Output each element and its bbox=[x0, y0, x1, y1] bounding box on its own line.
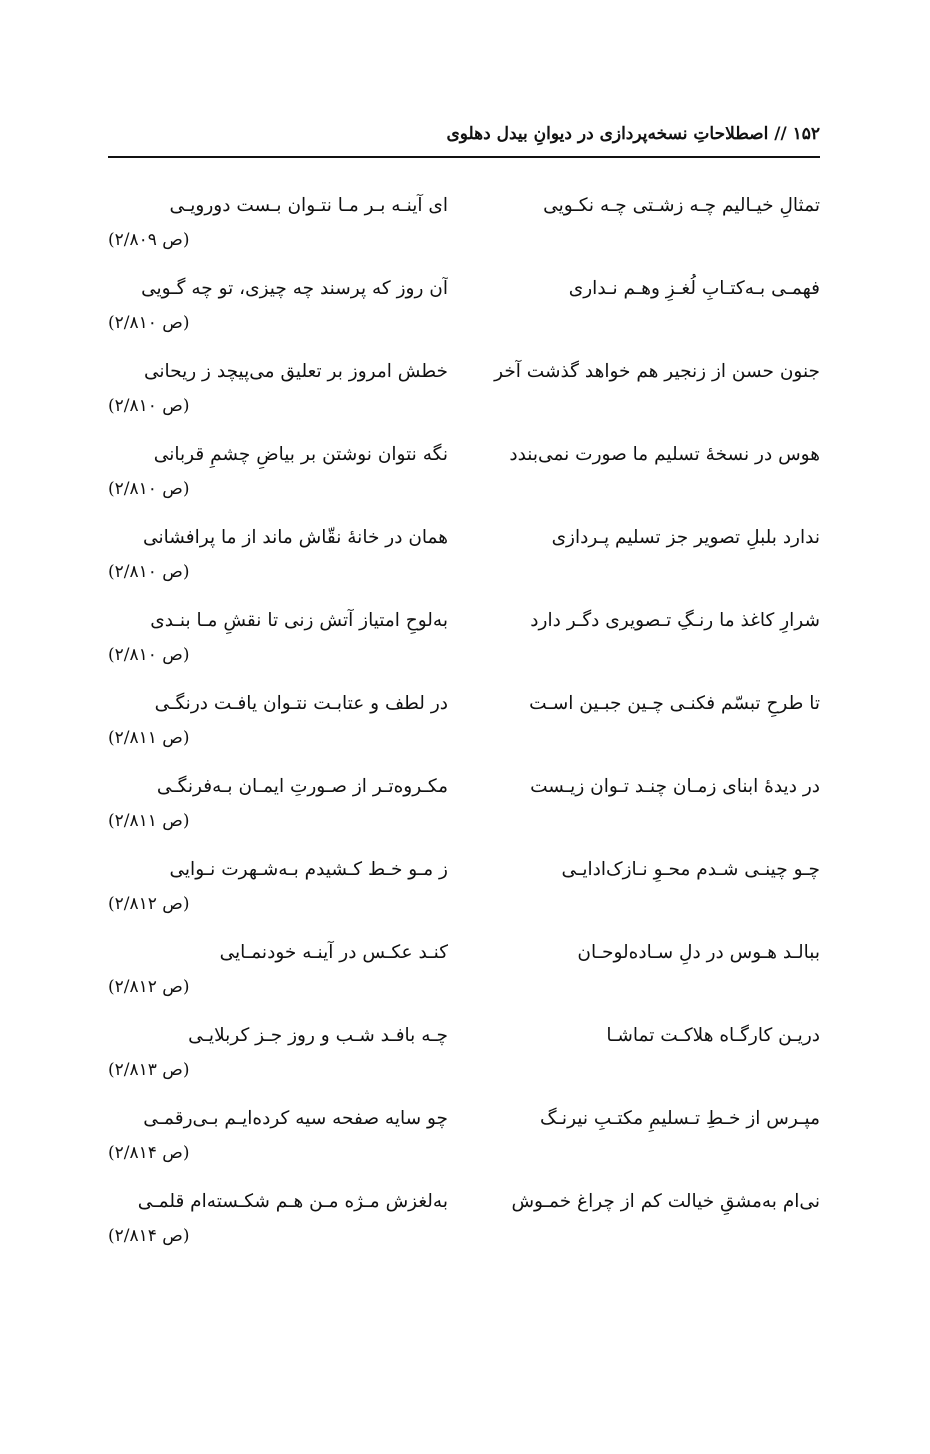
verse-entry bbox=[108, 437, 820, 520]
verse-entry bbox=[108, 603, 820, 686]
verse-second-hemistich: ای آینـه بـر مـا نتـوان بـست دورویـی bbox=[169, 195, 448, 216]
verse-first-hemistich: ندارد بلبلِ تصویر جز تسلیم پـردازی bbox=[551, 527, 820, 548]
verse-entry bbox=[108, 188, 820, 271]
verse-page-reference: (ص ۲/۸۱۳) bbox=[108, 1060, 190, 1080]
verse-second-hemistich: آن روز که پرسند چه چیزی، تو چه گـویی bbox=[141, 278, 448, 299]
verse-entry bbox=[108, 271, 820, 354]
verse-entry bbox=[108, 354, 820, 437]
page-header-title: ۱۵۲ // اصطلاحاتِ نسخه‌پردازی در دیوانِ بیدل دهلوی bbox=[446, 124, 820, 144]
verse-first-hemistich: نی‌ام به‌مشقِ خیالت کم از چراغ خمـوش bbox=[511, 1191, 820, 1212]
verse-second-hemistich: خطش امروز بر تعلیق می‌پیچد ز ریحانی bbox=[143, 361, 448, 382]
verse-first-hemistich: تمثالِ خیـالیم چـه زشـتی چـه نکـویی bbox=[543, 195, 820, 216]
verse-entry bbox=[108, 769, 820, 852]
verse-second-hemistich: به‌لوحِ امتیاز آتش زنی تا نقشِ مـا بنـدی bbox=[150, 610, 448, 631]
verse-entry bbox=[108, 1018, 820, 1101]
verse-second-hemistich: به‌لغزش مـژه مـن هـم شکـسته‌ام قلمـی bbox=[137, 1191, 448, 1212]
verse-page-reference: (ص ۲/۸۱۰) bbox=[108, 562, 190, 582]
verse-first-hemistich: تا طرحِ تبسّم فکنـی چـین جبـین اسـت bbox=[529, 693, 820, 714]
verse-first-hemistich: چـو چینـی شـدم محـوِ نـازک‌ادایـی bbox=[561, 859, 820, 880]
verse-entry bbox=[108, 852, 820, 935]
verse-entry bbox=[108, 1101, 820, 1184]
verse-first-hemistich: مپـرس از خـطِ تـسلیمِ مکتـبِ نیرنـگ bbox=[539, 1108, 820, 1129]
verse-page-reference: (ص ۲/۸۱۰) bbox=[108, 313, 190, 333]
verse-second-hemistich: نگه نتوان نوشتن بر بیاضِ چشمِ قربانی bbox=[153, 444, 448, 465]
verse-first-hemistich: هوس در نسخهٔ تسلیم ما صورت نمی‌بندد bbox=[509, 444, 820, 465]
verse-page-reference: (ص ۲/۸۱۰) bbox=[108, 396, 190, 416]
verse-second-hemistich: چـه بافـد شـب و روز جـز کربلایـی bbox=[188, 1025, 448, 1046]
verse-page-reference: (ص ۲/۸۱۴) bbox=[108, 1143, 190, 1163]
verse-entry bbox=[108, 686, 820, 769]
verse-second-hemistich: مکـروه‌تـر از صـورتِ ایمـان بـه‌فرنگـی bbox=[156, 776, 448, 797]
verse-page-reference: (ص ۲/۸۱۱) bbox=[108, 811, 190, 831]
verse-page-reference: (ص ۲/۸۱۰) bbox=[108, 479, 190, 499]
verse-first-hemistich: جنون حسن از زنجیر هم خواهد گذشت آخر bbox=[494, 361, 820, 382]
verse-first-hemistich: شرارِ کاغذ ما رنـگِ تـصویری دگـر دارد bbox=[530, 610, 820, 631]
verse-second-hemistich: ز مـو خـط کـشیدم بـه‌شـهرت نـوایی bbox=[169, 859, 448, 880]
verse-page-reference: (ص ۲/۸۱۲) bbox=[108, 977, 190, 997]
verse-entry bbox=[108, 520, 820, 603]
verse-page-reference: (ص ۲/۸۰۹) bbox=[108, 230, 190, 250]
verse-second-hemistich: کنـد عکـس در آینـه خودنمـایی bbox=[219, 942, 448, 963]
verse-entry bbox=[108, 1184, 820, 1267]
verse-second-hemistich: در لطف و عتابـت نتـوان یافـت درنگـی bbox=[154, 693, 448, 714]
page-header bbox=[108, 118, 820, 158]
verse-entry bbox=[108, 935, 820, 1018]
verse-second-hemistich: همان در خانهٔ نقّاش ماند از ما پرافشانی bbox=[143, 527, 448, 548]
verse-page-reference: (ص ۲/۸۱۲) bbox=[108, 894, 190, 914]
verse-page-reference: (ص ۲/۸۱۴) bbox=[108, 1226, 190, 1246]
verse-first-hemistich: فهمـی بـه‌کتـابِ لُغـزِ وهـم نـداری bbox=[568, 278, 820, 299]
verse-page-reference: (ص ۲/۸۱۱) bbox=[108, 728, 190, 748]
verse-first-hemistich: ببالـد هـوس در دلِ سـاده‌لوحـان bbox=[577, 942, 820, 963]
verse-page-reference: (ص ۲/۸۱۰) bbox=[108, 645, 190, 665]
verse-first-hemistich: دریـن کارگـاه هلاکـت تماشـا bbox=[606, 1025, 820, 1046]
verse-first-hemistich: در دیدهٔ ابنای زمـان چنـد تـوان زیـست bbox=[530, 776, 820, 797]
verse-second-hemistich: چو سایه صفحه سیه کرده‌ایـم بـی‌رقمـی bbox=[143, 1108, 448, 1129]
verse-list bbox=[108, 188, 820, 1267]
